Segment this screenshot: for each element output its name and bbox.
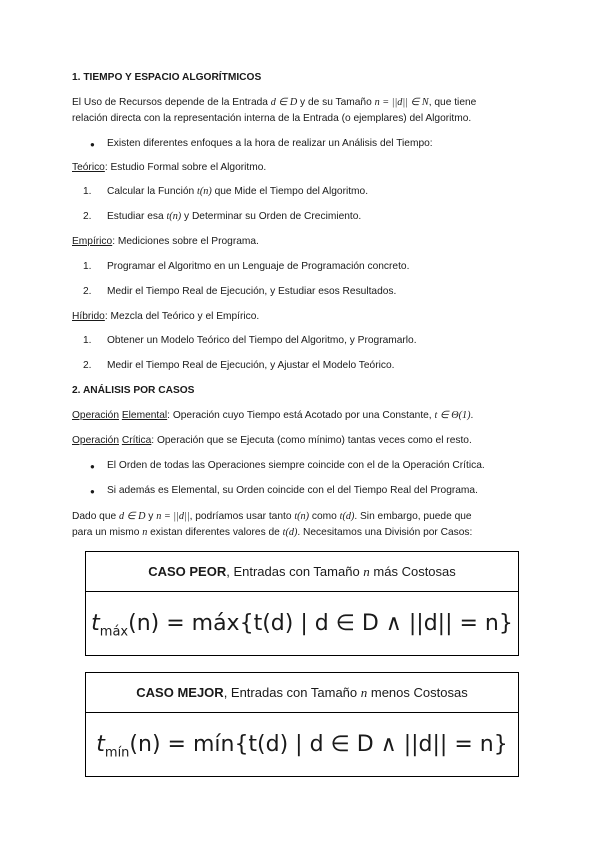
teorico-text: : Estudio Formal sobre el Algoritmo.: [104, 162, 267, 173]
text: , Entradas con Tamaño: [223, 685, 361, 700]
caso-peor-label: CASO PEOR: [148, 564, 227, 579]
math-n: n: [142, 527, 148, 538]
empirico-text: : Mediciones sobre el Programa.: [112, 236, 259, 247]
list-item: [83, 284, 397, 300]
hibrido-text: : Mezcla del Teórico y el Empírico.: [104, 311, 260, 322]
bullet-elemental: ● Si además es Elemental, su Orden coincide con el del Tiempo Real del Programa.: [107, 483, 478, 499]
text: como: [309, 511, 340, 522]
list-text: que Mide el Tiempo del Algoritmo.: [211, 186, 369, 197]
hibrido-line: [72, 309, 259, 325]
op-critica-line: [72, 433, 472, 449]
list-item: [83, 358, 395, 374]
formula-body: (n) = máx{t(d) | d ∈ D ∧ ||d|| = n}: [128, 611, 513, 636]
text: y: [145, 511, 157, 522]
math-n: n: [360, 685, 368, 700]
math-t-n: t(n): [294, 511, 310, 522]
math-n-size: n = ||d||: [156, 511, 190, 522]
text: Dado que: [72, 511, 120, 522]
math-theta-1: t ∈ Θ(1): [434, 410, 471, 421]
list-item: [83, 209, 362, 225]
formula-tmin: [86, 713, 518, 776]
section-1-intro: [72, 95, 532, 127]
caso-mejor-box: [85, 672, 519, 777]
text: . Sin embargo, puede que: [354, 511, 472, 522]
text: menos Costosas: [367, 685, 468, 700]
formula-tmax: [86, 592, 518, 655]
math-n: n: [363, 564, 370, 579]
math-t-n: t(n): [166, 211, 182, 222]
hibrido-label: Híbrido: [72, 311, 105, 322]
list-number: 1.: [83, 261, 92, 272]
dado-que-paragraph: [72, 509, 532, 541]
list-text: Medir el Tiempo Real de Ejecución, y Ajustar el Modelo Teórico.: [107, 360, 395, 371]
intro-text-b: y de su Tamaño: [297, 97, 375, 108]
list-item: [83, 333, 417, 349]
list-item: [83, 184, 369, 200]
math-t-d: t(d): [282, 527, 298, 538]
intro-text-a: El Uso de Recursos depende de la Entrada: [72, 97, 271, 108]
teorico-label: Teórico: [72, 162, 105, 173]
text: existan diferentes valores de: [147, 527, 283, 538]
empirico-line: [72, 234, 259, 250]
period: .: [470, 410, 474, 421]
math-n-size: n = ||d|| ∈ N: [374, 97, 429, 108]
math-subscript: mín: [104, 745, 130, 761]
text: . Necesitamos una División por Casos:: [297, 527, 473, 538]
list-text: Calcular la Función: [107, 186, 198, 197]
list-number: 2.: [83, 211, 92, 222]
list-text: Estudiar esa: [107, 211, 167, 222]
text: para un mismo: [72, 527, 143, 538]
list-number: 1.: [83, 335, 92, 346]
op-label: Operación: [72, 410, 120, 421]
elemental-label: Elemental: [121, 410, 168, 421]
list-text: Obtener un Modelo Teórico del Tiempo del Algoritmo, y Programarlo.: [107, 335, 417, 346]
math-t: t: [91, 611, 100, 636]
intro-text-c: , que tiene: [428, 97, 477, 108]
caso-peor-title: [86, 552, 518, 592]
caso-peor-box: [85, 551, 519, 656]
text: , Entradas con Tamaño: [226, 564, 364, 579]
op-label: Operación: [72, 435, 120, 446]
list-text: Medir el Tiempo Real de Ejecución, y Estudiar esos Resultados.: [107, 286, 397, 297]
math-subscript: máx: [99, 624, 129, 640]
math-t-d: t(d): [339, 511, 355, 522]
math-t: t: [96, 732, 105, 757]
list-number: 2.: [83, 286, 92, 297]
intro-line-2: relación directa con la representación interna de la Entrada (o ejemplares) del Algoritmo.: [72, 113, 472, 124]
text: , podríamos usar tanto: [189, 511, 295, 522]
op-elemental-text: : Operación cuyo Tiempo está Acotado por una Constante,: [167, 410, 435, 421]
math-t-n: t(n): [197, 186, 212, 197]
list-text: Programar el Algoritmo en un Lenguaje de Programación concreto.: [107, 261, 410, 272]
math-d-in-D: d ∈ D: [119, 511, 146, 522]
math-d-in-D: d ∈ D: [270, 97, 298, 108]
text: más Costosas: [369, 564, 456, 579]
empirico-label: Empírico: [72, 236, 113, 247]
caso-mejor-label: CASO MEJOR: [136, 685, 224, 700]
list-item: [83, 259, 410, 275]
bullet-enfoques: ● Existen diferentes enfoques a la hora de realizar un Análisis del Tiempo:: [107, 136, 433, 152]
section-1-heading: 1. TIEMPO Y ESPACIO ALGORÍTMICOS: [72, 72, 262, 83]
critica-label: Crítica: [121, 435, 152, 446]
bullet-orden: ● El Orden de todas las Operaciones siempre coincide con el de la Operación Crítica.: [107, 458, 485, 474]
op-critica-text: : Operación que se Ejecuta (como mínimo) tantas veces como el resto.: [151, 435, 472, 446]
teorico-line: [72, 160, 266, 176]
list-number: 1.: [83, 186, 92, 197]
list-number: 2.: [83, 360, 92, 371]
formula-body: (n) = mín{t(d) | d ∈ D ∧ ||d|| = n}: [129, 732, 508, 757]
section-2-heading: 2. ANÁLISIS POR CASOS: [72, 385, 195, 396]
op-elemental-line: [72, 408, 473, 424]
list-text: y Determinar su Orden de Crecimiento.: [181, 211, 362, 222]
caso-mejor-title: [86, 673, 518, 713]
